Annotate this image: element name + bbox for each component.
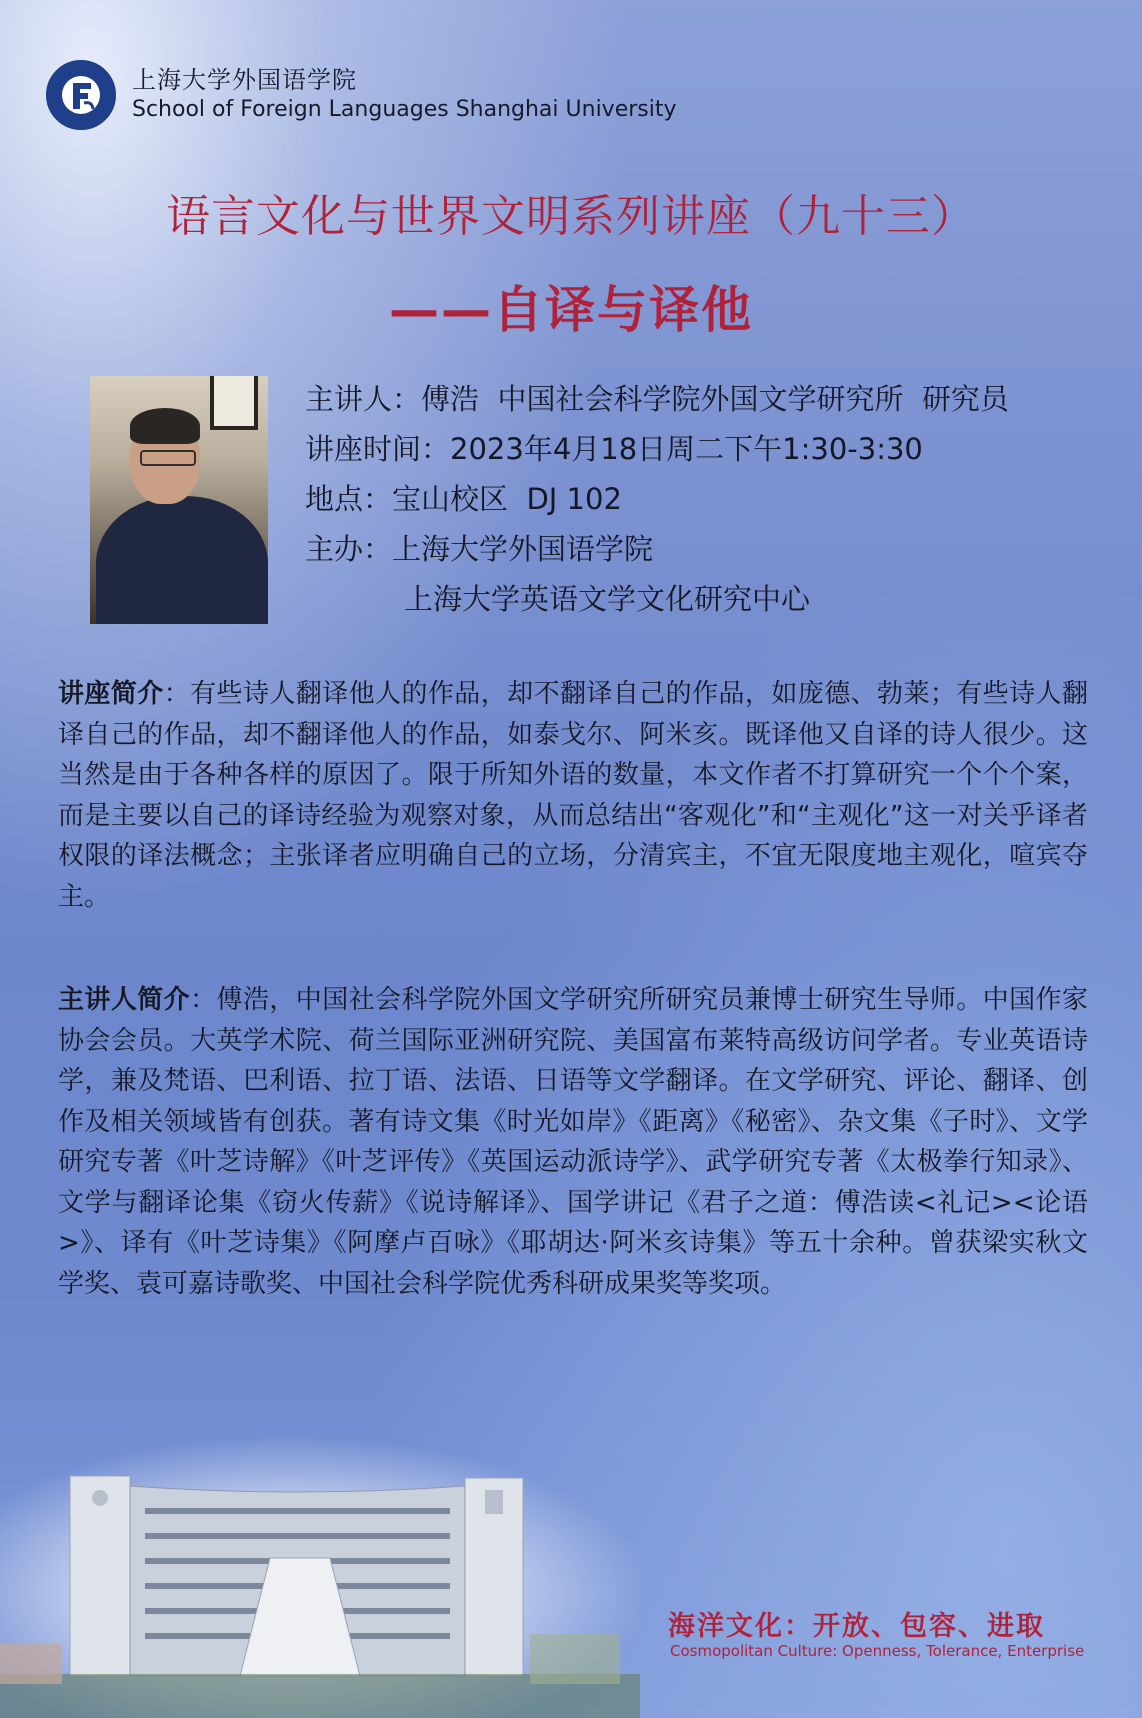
school-name [132,65,677,125]
host-row-2 [305,574,1009,624]
host-value-2: 上海大学英语文学文化研究中心 [404,582,811,616]
bio-label: 主讲人简介 [58,985,191,1015]
place-label: 地点： [305,482,393,516]
place-value: 宝山校区 DJ 102 [392,482,622,516]
speaker-value: 傅浩 中国社会科学院外国文学研究所 研究员 [421,382,1009,416]
speaker-row [305,374,1009,424]
time-label: 讲座时间： [305,432,451,466]
school-name-en: School of Foreign Languages Shanghai University [132,97,677,122]
time-row [305,424,1009,474]
school-emblem-icon [46,60,116,130]
place-row [305,474,1009,524]
lecture-intro [58,674,1088,917]
slogan-cn: 海洋文化：开放、包容、进取 [668,1611,1045,1642]
campus-building-image [0,1438,640,1718]
lecture-info [305,374,1009,624]
host-value-1: 上海大学外国语学院 [392,532,654,566]
speaker-photo [90,376,268,624]
speaker-bio [58,980,1088,1304]
lecture-topic: ——自译与译他 [389,281,753,339]
host-label: 主办： [305,532,393,566]
intro-text: ：有些诗人翻译他人的作品，却不翻译自己的作品，如庞德、勃莱；有些诗人翻译自己的作品，却不翻译他人的作品，如泰戈尔、阿米亥。既译他又自译的诗人很少。这当然是由于各种各样的原因了。限于所知外语的数量，本文作者不打算研究一个个个案，而是主要以自己的译诗经验为观察对象，从而总结出“客观化”和“主观化”这一对关乎译者权限的译法概念；主张译者应明确自己的立场，分清宾主，不宜无限度地主观化，喧宾夺主。 [58,679,1088,912]
header [46,60,677,130]
school-name-cn: 上海大学外国语学院 [132,66,357,94]
slogan-en: Cosmopolitan Culture: Openness, Tolerance, Enterprise [670,1642,1085,1660]
intro-label: 讲座简介 [58,679,164,709]
speaker-label: 主讲人： [305,382,422,416]
host-row [305,524,1009,574]
series-title: 语言文化与世界文明系列讲座（九十三） [166,191,976,242]
bio-text: ：傅浩，中国社会科学院外国文学研究所研究员兼博士研究生导师。中国作家协会会员。大英学术院、荷兰国际亚洲研究院、美国富布莱特高级访问学者。专业英语诗学，兼及梵语、巴利语、拉丁语、法语、日语等文学翻译。在文学研究、评论、翻译、创作及相关领域皆有创获。著有诗文集《时光如岸》《距离》《秘密》、杂文集《子时》、文学研究专著《叶芝诗解》《叶芝评传》《英国运动派诗学》、武学研究专著《太极拳行知录》、文学与翻译论集《窃火传薪》《说诗解译》、国学讲记《君子之道：傅浩读<礼记><论语>》、译有《叶芝诗集》《阿摩卢百咏》《耶胡达·阿米亥诗集》等五十余种。曾获梁实秋文学奖、袁可嘉诗歌奖、中国社会科学院优秀科研成果奖等奖项。 [58,985,1088,1299]
time-value: 2023年4月18日周二下午1:30-3:30 [450,432,923,466]
